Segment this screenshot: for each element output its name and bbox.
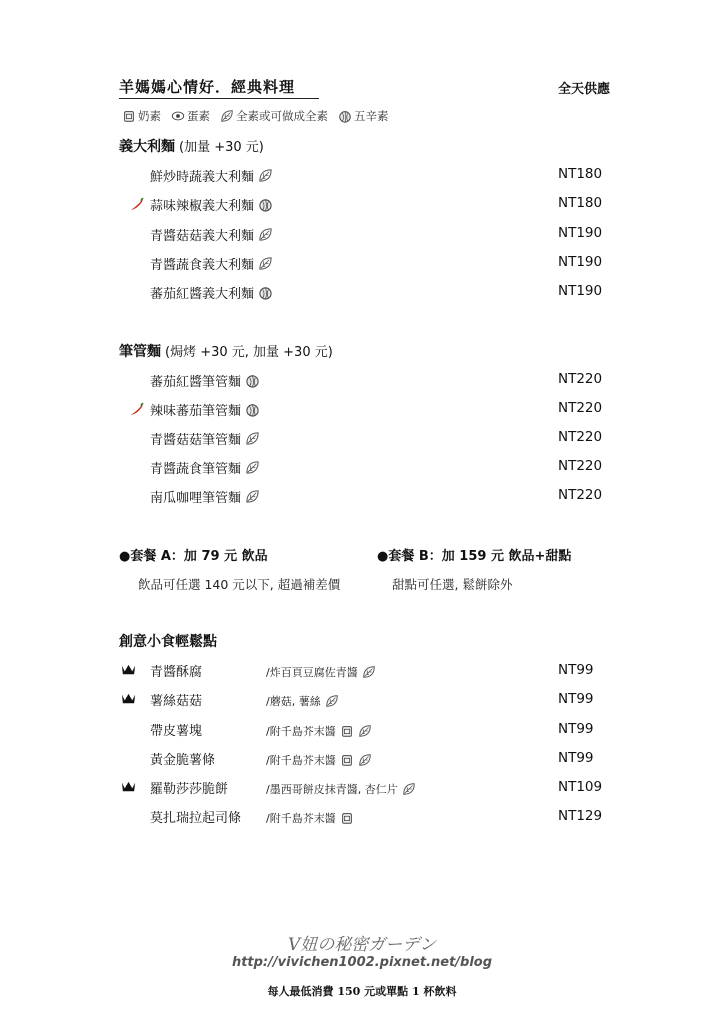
snack-desc-row [266, 752, 372, 768]
item-price: NT99 [558, 662, 594, 678]
set-a-title: ●套餐 A：加 79 元 飲品 [119, 549, 268, 564]
item-name: 蕃茄紅醬筆管麵 [150, 375, 242, 390]
item-price: NT220 [558, 429, 603, 445]
snack-desc: /附千島芥末醬 [266, 812, 336, 825]
leaf-icon [245, 489, 260, 504]
menu-item [150, 254, 273, 273]
snack-desc-row [266, 781, 416, 797]
item-name: 蕃茄紅醬義大利麵 [150, 287, 255, 302]
leaf-icon [362, 665, 376, 679]
legend-item [338, 108, 389, 124]
menu-item [150, 225, 273, 244]
snack-name: 青醬酥腐 [150, 665, 203, 680]
section-pasta-heading [119, 136, 264, 156]
leaf-icon [245, 431, 260, 446]
menu-title: 羊媽媽心情好．經典料理 [119, 78, 296, 96]
item-name: 青醬菇菇筆管麵 [150, 433, 242, 448]
item-price: NT99 [558, 750, 594, 766]
menu-item [150, 487, 260, 506]
leaf-icon [258, 227, 273, 242]
menu-item [150, 371, 260, 390]
snack-desc: /附千島芥末醬 [266, 754, 336, 767]
snack-desc: /墨西哥餅皮抹青醬, 杏仁片 [266, 783, 398, 796]
snack-desc-row [266, 693, 339, 709]
crown-icon [121, 662, 136, 677]
item-name: 辣味蕃茄筆管麵 [150, 404, 242, 419]
menu-item [150, 166, 273, 185]
section-note: (焗烤 +30 元, 加量 +30 元) [165, 345, 333, 360]
item-price: NT190 [558, 254, 603, 270]
set-b-note: 甜點可任選, 鬆餅除外 [392, 577, 513, 592]
item-price: NT190 [558, 283, 603, 299]
onion-icon [258, 197, 273, 212]
section-penne-heading [119, 341, 333, 361]
item-name: 青醬蔬食義大利麵 [150, 258, 255, 273]
onion-icon [245, 373, 260, 388]
section-title: 義大利麵 [119, 139, 175, 155]
item-price: NT190 [558, 225, 603, 241]
onion-icon [258, 285, 273, 300]
leaf-icon [358, 724, 372, 738]
leaf-icon [258, 256, 273, 271]
snack-name: 黃金脆薯條 [150, 753, 216, 768]
menu-item [150, 458, 260, 477]
leaf-icon [325, 694, 339, 708]
legend-label: 蛋素 [187, 109, 210, 123]
snack-name: 莫扎瑞拉起司條 [150, 811, 242, 826]
set-a-note: 飲品可任選 140 元以下, 超過補差價 [138, 577, 341, 592]
onion-icon [338, 109, 352, 123]
menu-item [150, 400, 260, 419]
set-b-title: ●套餐 B：加 159 元 飲品+甜點 [377, 549, 572, 564]
snack-desc: /炸百頁豆腐佐青醬 [266, 666, 358, 679]
item-price: NT220 [558, 487, 603, 503]
item-price: NT99 [558, 721, 594, 737]
minimum-charge-note: 每人最低消費 150 元或單點 1 杯飲料 [267, 985, 457, 998]
snack-name: 羅勒莎莎脆餅 [150, 782, 229, 797]
item-name: 青醬菇菇義大利麵 [150, 229, 255, 244]
item-price: NT129 [558, 808, 603, 824]
item-price: NT220 [558, 458, 603, 474]
section-title: 筆管麵 [119, 344, 161, 360]
onion-icon [245, 402, 260, 417]
snack-name: 薯絲菇菇 [150, 694, 203, 709]
legend-label: 全素或可做成全素 [236, 109, 328, 123]
item-name: 南瓜咖哩筆管麵 [150, 491, 242, 506]
blog-url[interactable]: http://vivichen1002.pixnet.net/blog [231, 955, 493, 970]
crown-icon [121, 691, 136, 706]
egg-icon [171, 109, 185, 123]
item-price: NT180 [558, 166, 603, 182]
title-underline [119, 98, 319, 99]
leaf-icon [402, 782, 416, 796]
leaf-icon [245, 460, 260, 475]
watermark-title: V妞の秘密ガーデン [288, 935, 436, 955]
legend-label: 五辛素 [354, 109, 389, 123]
chili-icon [129, 401, 145, 417]
item-name: 蒜味辣椒義大利麵 [150, 199, 255, 214]
section-snacks-heading: 創意小食輕鬆點 [119, 634, 217, 650]
menu-item [150, 429, 260, 448]
snack-desc-row [266, 810, 354, 826]
milk-icon [340, 811, 354, 825]
legend-item [220, 108, 328, 124]
legend-label: 奶素 [138, 109, 161, 123]
availability-label: 全天供應 [558, 82, 611, 97]
item-price: NT109 [558, 779, 603, 795]
leaf-icon [220, 109, 234, 123]
milk-icon [340, 724, 354, 738]
chili-icon [129, 196, 145, 212]
snack-desc: /附千島芥末醬 [266, 725, 336, 738]
item-price: NT99 [558, 691, 594, 707]
crown-icon [121, 779, 136, 794]
icon-legend [122, 108, 395, 124]
item-price: NT180 [558, 195, 603, 211]
item-price: NT220 [558, 400, 603, 416]
legend-item [171, 108, 210, 124]
snack-desc-row [266, 723, 372, 739]
item-name: 鮮炒時蔬義大利麵 [150, 170, 255, 185]
menu-item [150, 195, 273, 214]
menu-item [150, 283, 273, 302]
snack-desc: /蘑菇, 薯絲 [266, 695, 321, 708]
item-name: 青醬蔬食筆管麵 [150, 462, 242, 477]
milk-icon [122, 109, 136, 123]
leaf-icon [258, 168, 273, 183]
snack-name: 帶皮薯塊 [150, 724, 203, 739]
item-price: NT220 [558, 371, 603, 387]
leaf-icon [358, 753, 372, 767]
milk-icon [340, 753, 354, 767]
legend-item [122, 108, 161, 124]
snack-desc-row [266, 664, 376, 680]
section-note: (加量 +30 元) [179, 140, 264, 155]
